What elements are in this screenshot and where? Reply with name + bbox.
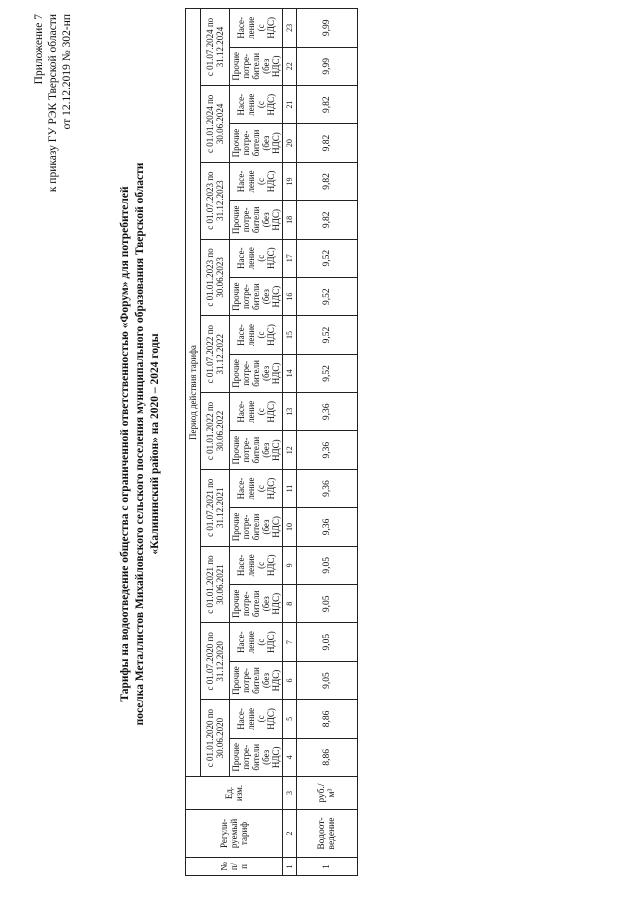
column-index: 6 (283, 661, 297, 699)
header-population: Насе- ление (с НДС) (230, 162, 283, 200)
header-population: Насе- ление (с НДС) (230, 239, 283, 277)
column-index: 8 (283, 585, 297, 623)
tariff-value: 9,05 (297, 661, 358, 699)
annex-line-2: к приказу ГУ РЭК Тверской области (47, 14, 59, 193)
tariff-value: 9,36 (297, 469, 358, 507)
column-index-row (283, 9, 297, 876)
tariff-table (185, 8, 358, 876)
column-index: 21 (283, 85, 297, 123)
header-period-date: с 01.07.2024 по 31.12.2024 (201, 9, 230, 86)
title-line-1: Тарифы на водоотведение общества с ограниченной ответственностью «Форум» для потребителей (119, 186, 131, 702)
column-index: 3 (283, 777, 297, 810)
column-index: 7 (283, 623, 297, 661)
document-title (118, 44, 163, 844)
row-unit: руб./ м³ (297, 777, 358, 810)
column-index: 10 (283, 508, 297, 546)
tariff-value: 9,36 (297, 393, 358, 431)
header-population: Насе- ление (с НДС) (230, 393, 283, 431)
header-other-consumers: Прочие потре- бители (без НДС) (230, 354, 283, 392)
header-row-consumers (230, 9, 283, 876)
column-index: 11 (283, 469, 297, 507)
tariff-value: 9,82 (297, 124, 358, 162)
header-period: Период действия тарифа (186, 9, 201, 777)
column-index: 5 (283, 700, 297, 738)
header-other-consumers: Прочие потре- бители (без НДС) (230, 431, 283, 469)
header-population: Насе- ление (с НДС) (230, 700, 283, 738)
tariff-value: 9,52 (297, 316, 358, 354)
title-line-2: поселка Металлистов Михайловского сельского поселения муниципального образования Тверской области (134, 162, 146, 726)
column-index: 9 (283, 546, 297, 584)
header-population: Насе- ление (с НДС) (230, 9, 283, 48)
column-index: 2 (283, 810, 297, 858)
tariff-value: 9,05 (297, 585, 358, 623)
column-index: 13 (283, 393, 297, 431)
header-row-dates (201, 9, 230, 876)
column-index: 15 (283, 316, 297, 354)
title-line-3: «Калининский район» на 2020 – 2024 годы (149, 333, 161, 555)
header-unit: Ед. изм. (186, 777, 283, 810)
row-tariff-name: Водоот- ведение (297, 810, 358, 858)
tariff-value: 9,52 (297, 239, 358, 277)
table-row (297, 9, 358, 876)
tariff-value: 9,05 (297, 546, 358, 584)
header-period-date: с 01.01.2024 по 30.06.2024 (201, 85, 230, 162)
header-period-date: с 01.07.2021 по 31.12.2021 (201, 469, 230, 546)
header-population: Насе- ление (с НДС) (230, 85, 283, 123)
tariff-value: 9,36 (297, 508, 358, 546)
tariff-table-body (186, 9, 358, 876)
tariff-value: 8,86 (297, 700, 358, 738)
column-index: 12 (283, 431, 297, 469)
header-period-date: с 01.07.2022 по 31.12.2022 (201, 316, 230, 393)
header-period-date: с 01.01.2020 по 30.06.2020 (201, 700, 230, 777)
header-other-consumers: Прочие потре- бители (без НДС) (230, 661, 283, 699)
header-period-date: с 01.07.2020 по 31.12.2020 (201, 623, 230, 700)
tariff-value: 9,52 (297, 277, 358, 315)
header-tariff: Регули- руемый тариф (186, 810, 283, 858)
annex-line-1: Приложение 7 (33, 14, 45, 85)
tariff-value: 9,82 (297, 85, 358, 123)
header-population: Насе- ление (с НДС) (230, 316, 283, 354)
header-other-consumers: Прочие потре- бители (без НДС) (230, 47, 283, 85)
tariff-value: 8,86 (297, 738, 358, 776)
tariff-value: 9,82 (297, 162, 358, 200)
column-index: 1 (283, 858, 297, 876)
header-period-date: с 01.01.2021 по 30.06.2021 (201, 546, 230, 623)
header-period-date: с 01.07.2023 по 31.12.2023 (201, 162, 230, 239)
tariff-value: 9,82 (297, 201, 358, 239)
header-other-consumers: Прочие потре- бители (без НДС) (230, 201, 283, 239)
annex-line-3: от 12.12.2019 № 302-нп (61, 14, 73, 130)
column-index: 22 (283, 47, 297, 85)
tariff-value: 9,52 (297, 354, 358, 392)
tariff-value: 9,05 (297, 623, 358, 661)
tariff-value: 9,99 (297, 47, 358, 85)
header-population: Насе- ление (с НДС) (230, 623, 283, 661)
column-index: 17 (283, 239, 297, 277)
header-period-date: с 01.01.2023 по 30.06.2023 (201, 239, 230, 316)
tariff-value: 9,36 (297, 431, 358, 469)
column-index: 4 (283, 738, 297, 776)
header-other-consumers: Прочие потре- бители (без НДС) (230, 508, 283, 546)
column-index: 19 (283, 162, 297, 200)
header-other-consumers: Прочие потре- бители (без НДС) (230, 738, 283, 776)
header-other-consumers: Прочие потре- бители (без НДС) (230, 585, 283, 623)
header-other-consumers: Прочие потре- бители (без НДС) (230, 124, 283, 162)
header-other-consumers: Прочие потре- бители (без НДС) (230, 277, 283, 315)
tariff-value: 9,99 (297, 9, 358, 48)
column-index: 18 (283, 201, 297, 239)
row-number: 1 (297, 858, 358, 876)
column-index: 20 (283, 124, 297, 162)
header-row-period (186, 9, 201, 876)
column-index: 16 (283, 277, 297, 315)
header-number: № п/ п (186, 858, 283, 876)
header-period-date: с 01.01.2022 по 30.06.2022 (201, 393, 230, 470)
header-population: Насе- ление (с НДС) (230, 546, 283, 584)
column-index: 14 (283, 354, 297, 392)
column-index: 23 (283, 9, 297, 48)
header-population: Насе- ление (с НДС) (230, 469, 283, 507)
annex-block (32, 14, 74, 264)
